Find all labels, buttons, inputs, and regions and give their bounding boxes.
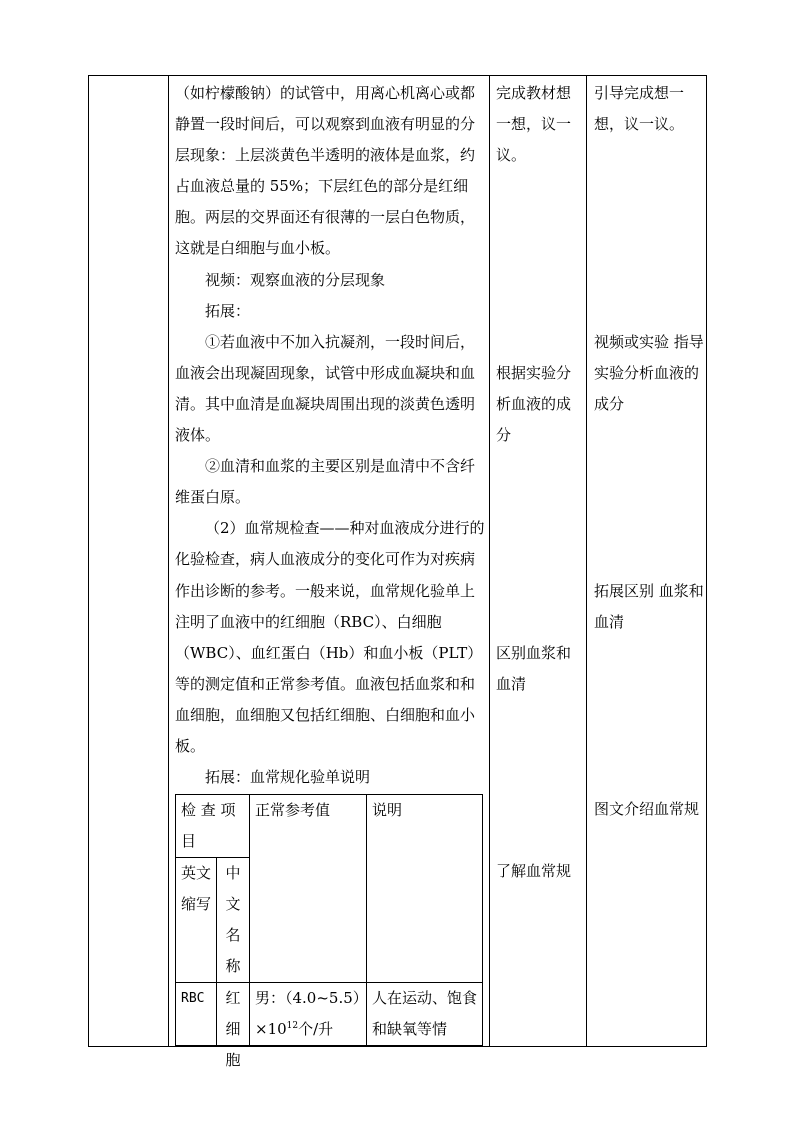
- reference-multiplier: ×10: [255, 1020, 287, 1038]
- lesson-table: [88, 75, 707, 1069]
- column-divider: [489, 76, 490, 1046]
- paragraph-lab-extension: 拓展：血常规化验单说明: [205, 768, 371, 787]
- teacher-column-item-2: 视频或实验 指导实验分析血液的成分: [594, 333, 704, 414]
- paragraph-serum-2: ②血清和血浆的主要区别是血清中不含纤维蛋白原。: [175, 457, 476, 507]
- reference-unit: 个/升: [298, 1020, 334, 1038]
- column-divider: [168, 76, 169, 1046]
- cell-rbc-reference: [250, 983, 367, 1046]
- reference-exponent: 12: [286, 1021, 299, 1031]
- teacher-column-item-4: 图文介绍血常规: [594, 800, 700, 818]
- header-item: 检 查 项 目: [176, 795, 250, 858]
- cell-rbc-name: [217, 983, 250, 1069]
- student-column-item-1: 完成教材想一想，议一议。: [496, 84, 572, 165]
- header-reference: 正常参考值: [250, 795, 367, 983]
- paragraph-video: 视频：观察血液的分层现象: [205, 270, 386, 289]
- teacher-column-item-1: 引导完成想一想，议一议。: [594, 84, 685, 134]
- paragraph-serum-1: ①若血液中不加入抗凝剂，一段时间后，血液会出现凝固现象，试管中形成血凝块和血清。其中血清是血凝块周围出现的淡黄色透明液体。: [175, 332, 476, 445]
- student-column-item-3: 区别血浆和血清: [496, 644, 572, 694]
- subheader-name: 中文名称: [217, 858, 250, 983]
- subheader-abbr: 英文缩写: [176, 858, 217, 983]
- paragraph-extension-label: 拓展：: [205, 301, 251, 320]
- student-column-item-4: 了解血常规: [496, 862, 572, 880]
- column-divider: [586, 76, 587, 1046]
- reference-line-2: [255, 1014, 361, 1045]
- cell-rbc-note: [367, 983, 483, 1046]
- student-column-item-2: 根据实验分析血液的成分: [496, 364, 572, 445]
- cell-rbc-reference-text: [255, 983, 368, 1045]
- cell-rbc-abbr: RBC: [176, 983, 217, 1046]
- blood-routine-table: [175, 794, 483, 1069]
- cell-rbc-note-text: 人在运动、饱食和缺氧等情: [372, 989, 478, 1038]
- cell-rbc-name-text: 红细胞: [225, 989, 241, 1069]
- paragraph-blood-routine: （2）血常规检查——种对血液成分进行的化验检查，病人血液成分的变化可作为对疾病作出诊断的参考。一般来说，血常规化验单上注明了血液中的红细胞（RBC）、白细胞（WBC）、血红蛋白（Hb）和血小板（PLT）等的测定值和正常参考值。血液包括血浆和和血细胞，血细胞又包括红细胞、白细胞和血小板。: [175, 519, 485, 755]
- paragraph-blood-layering: （如柠檬酸钠）的试管中，用离心机离心或都静置一段时间后，可以观察到血液有明显的分层现象：上层淡黄色半透明的液体是血浆，约占血液总量的 55%；下层红色的部分是红细胞。两层的交界面还有很薄的一层白色物质，这就是白细胞与血小板。: [175, 84, 476, 258]
- content-column: [175, 78, 485, 793]
- reference-line-1: 男：（4.0~5.5）: [255, 989, 368, 1007]
- teacher-column-item-3: 拓展区别 血浆和血清: [594, 582, 704, 632]
- header-note: 说明: [367, 795, 483, 983]
